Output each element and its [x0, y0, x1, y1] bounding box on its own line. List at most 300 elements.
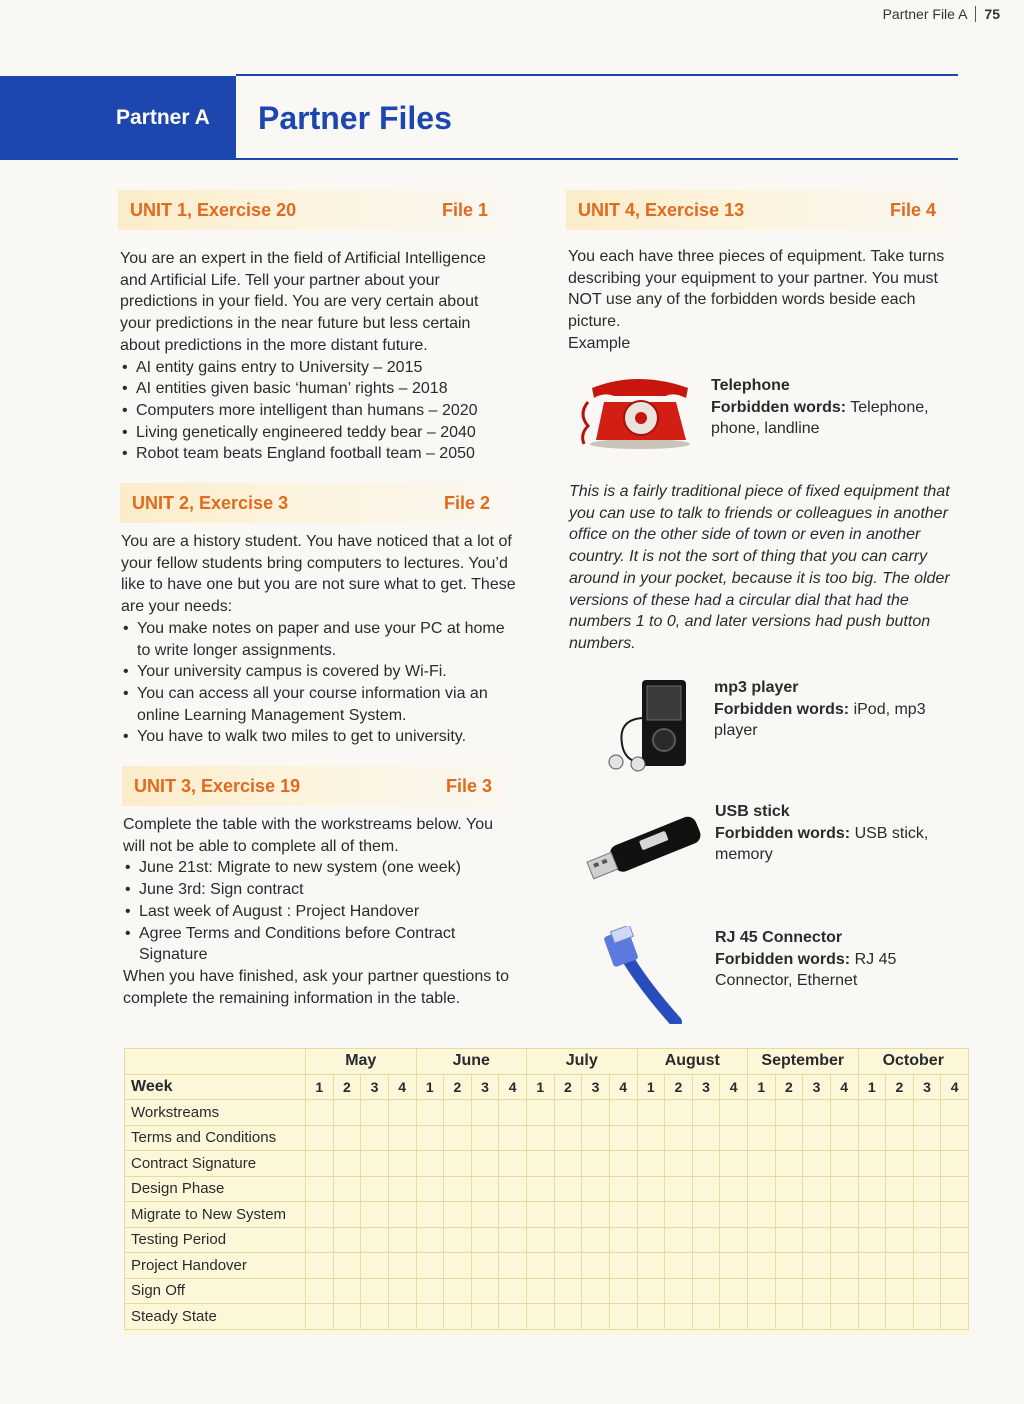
schedule-cell[interactable]: [499, 1304, 527, 1330]
schedule-cell[interactable]: [582, 1202, 610, 1228]
schedule-cell[interactable]: [499, 1151, 527, 1177]
schedule-cell[interactable]: [941, 1151, 969, 1177]
schedule-cell[interactable]: [471, 1100, 499, 1126]
schedule-cell[interactable]: [692, 1202, 720, 1228]
schedule-cell[interactable]: [333, 1100, 361, 1126]
list-item: • June 21st: Migrate to new system (one week): [123, 857, 519, 879]
schedule-cell[interactable]: [886, 1125, 914, 1151]
unit4-title: UNIT 4, Exercise 13: [578, 199, 745, 220]
table-row: [125, 1227, 969, 1253]
schedule-cell[interactable]: [913, 1253, 941, 1279]
schedule-cell[interactable]: [416, 1100, 444, 1126]
schedule-cell[interactable]: [830, 1100, 858, 1126]
schedule-cell[interactable]: [306, 1100, 334, 1126]
list-item: • Computers more intelligent than humans – 2020: [120, 400, 512, 422]
schedule-cell[interactable]: [416, 1151, 444, 1177]
schedule-cell[interactable]: [609, 1278, 637, 1304]
schedule-cell[interactable]: [637, 1304, 665, 1330]
list-item: • Agree Terms and Conditions before Contract Signature: [123, 923, 519, 966]
week-number: 4: [941, 1074, 969, 1100]
schedule-cell[interactable]: [499, 1100, 527, 1126]
schedule-cell[interactable]: [858, 1227, 886, 1253]
banner-top-rule: [236, 74, 958, 76]
unit2-title: UNIT 2, Exercise 3: [132, 492, 289, 513]
schedule-cell[interactable]: [306, 1278, 334, 1304]
schedule-cell[interactable]: [388, 1202, 416, 1228]
schedule-cell[interactable]: [471, 1202, 499, 1228]
schedule-cell[interactable]: [665, 1125, 693, 1151]
forbidden-words: iPod, mp3 player: [714, 700, 926, 739]
forbidden-label: Forbidden words:: [715, 950, 851, 968]
schedule-cell[interactable]: [830, 1253, 858, 1279]
schedule-cell[interactable]: [913, 1176, 941, 1202]
schedule-cell[interactable]: [306, 1176, 334, 1202]
schedule-cell[interactable]: [886, 1202, 914, 1228]
schedule-cell[interactable]: [637, 1125, 665, 1151]
schedule-cell[interactable]: [803, 1202, 831, 1228]
schedule-cell[interactable]: [692, 1100, 720, 1126]
month-header: September: [748, 1049, 859, 1075]
table-row: [125, 1100, 969, 1126]
equipment-name: RJ 45 Connector: [715, 929, 843, 946]
telephone-description: [569, 481, 964, 655]
schedule-cell[interactable]: [748, 1100, 776, 1126]
schedule-cell[interactable]: [416, 1125, 444, 1151]
schedule-cell[interactable]: [720, 1278, 748, 1304]
unit1-intro: You are an expert in the field of Artificial Intelligence and Artificial Life. Tell your partner about your predictions in your field. You are very certain about your predictions in the near future but less certain about predictions in the more distant future.: [120, 250, 486, 354]
schedule-cell[interactable]: [416, 1253, 444, 1279]
schedule-cell[interactable]: [886, 1100, 914, 1126]
schedule-cell[interactable]: [444, 1202, 472, 1228]
schedule-cell[interactable]: [416, 1202, 444, 1228]
schedule-cell[interactable]: [388, 1304, 416, 1330]
schedule-cell[interactable]: [637, 1176, 665, 1202]
schedule-cell[interactable]: [692, 1304, 720, 1330]
schedule-cell[interactable]: [886, 1227, 914, 1253]
schedule-cell[interactable]: [665, 1202, 693, 1228]
list-item: • Last week of August : Project Handover: [123, 901, 519, 923]
schedule-cell[interactable]: [333, 1125, 361, 1151]
schedule-cell[interactable]: [775, 1125, 803, 1151]
schedule-cell[interactable]: [554, 1253, 582, 1279]
unit2-intro: You are a history student. You have noticed that a lot of your fellow students bring computers to lectures. You’d like to have one but you are not sure what to get. These are your needs:: [121, 533, 516, 616]
schedule-cell[interactable]: [748, 1125, 776, 1151]
table-row: [125, 1202, 969, 1228]
schedule-cell[interactable]: [803, 1278, 831, 1304]
schedule-cell[interactable]: [858, 1202, 886, 1228]
schedule-cell[interactable]: [554, 1304, 582, 1330]
schedule-cell[interactable]: [692, 1227, 720, 1253]
week-number: 2: [444, 1074, 472, 1100]
schedule-cell[interactable]: [527, 1227, 555, 1253]
schedule-cell[interactable]: [637, 1100, 665, 1126]
banner-bottom-rule: [236, 158, 958, 160]
schedule-cell[interactable]: [361, 1253, 389, 1279]
schedule-cell[interactable]: [306, 1202, 334, 1228]
schedule-cell[interactable]: [444, 1100, 472, 1126]
schedule-cell[interactable]: [637, 1202, 665, 1228]
schedule-cell[interactable]: [913, 1125, 941, 1151]
usb-text: [715, 801, 965, 866]
week-number: 1: [306, 1074, 334, 1100]
week-label: Week: [125, 1074, 306, 1100]
schedule-cell[interactable]: [444, 1176, 472, 1202]
list-item: • Living genetically engineered teddy bear – 2040: [120, 422, 512, 444]
schedule-cell[interactable]: [444, 1304, 472, 1330]
schedule-cell[interactable]: [471, 1253, 499, 1279]
schedule-cell[interactable]: [471, 1227, 499, 1253]
schedule-cell[interactable]: [361, 1125, 389, 1151]
schedule-cell[interactable]: [858, 1176, 886, 1202]
schedule-cell[interactable]: [858, 1278, 886, 1304]
week-number: 1: [527, 1074, 555, 1100]
equipment-name: mp3 player: [714, 679, 799, 696]
week-number: 4: [830, 1074, 858, 1100]
schedule-cell[interactable]: [609, 1304, 637, 1330]
schedule-cell[interactable]: [416, 1278, 444, 1304]
schedule-cell[interactable]: [471, 1176, 499, 1202]
schedule-cell[interactable]: [333, 1227, 361, 1253]
schedule-cell[interactable]: [306, 1151, 334, 1177]
schedule-cell[interactable]: [444, 1151, 472, 1177]
list-item: • Your university campus is covered by Wi-Fi.: [121, 661, 517, 683]
list-item: • You have to walk two miles to get to university.: [121, 726, 517, 748]
schedule-cell[interactable]: [444, 1253, 472, 1279]
table-row: [125, 1253, 969, 1279]
schedule-cell[interactable]: [582, 1125, 610, 1151]
schedule-cell[interactable]: [499, 1278, 527, 1304]
running-head-label: Partner File A: [882, 6, 968, 22]
schedule-cell[interactable]: [692, 1125, 720, 1151]
schedule-cell[interactable]: [858, 1304, 886, 1330]
schedule-cell[interactable]: [941, 1227, 969, 1253]
schedule-cell[interactable]: [637, 1278, 665, 1304]
schedule-cell[interactable]: [720, 1125, 748, 1151]
mp3-player-image: [604, 678, 694, 772]
schedule-cell[interactable]: [913, 1202, 941, 1228]
schedule-cell[interactable]: [554, 1227, 582, 1253]
schedule-cell[interactable]: [361, 1151, 389, 1177]
schedule-cell[interactable]: [720, 1253, 748, 1279]
schedule-cell[interactable]: [554, 1125, 582, 1151]
unit2-file: File 2: [443, 492, 490, 513]
schedule-cell[interactable]: [692, 1278, 720, 1304]
schedule-cell[interactable]: [388, 1176, 416, 1202]
unit1-file: File 1: [441, 199, 488, 220]
list-item: • You make notes on paper and use your PC at home to write longer assignments.: [121, 618, 517, 661]
schedule-cell[interactable]: [582, 1278, 610, 1304]
equipment-name: Telephone: [711, 377, 790, 394]
week-number: 1: [748, 1074, 776, 1100]
schedule-cell[interactable]: [830, 1278, 858, 1304]
unit3-body: [123, 814, 519, 1009]
list-item: • Robot team beats England football team – 2050: [120, 443, 512, 465]
week-number: 3: [913, 1074, 941, 1100]
schedule-cell[interactable]: [527, 1278, 555, 1304]
partner-tab: Partner A: [0, 76, 236, 160]
list-item: • AI entities given basic ‘human’ rights – 2018: [120, 378, 512, 400]
schedule-cell[interactable]: [913, 1227, 941, 1253]
schedule-cell[interactable]: [637, 1253, 665, 1279]
schedule-cell[interactable]: [388, 1151, 416, 1177]
schedule-cell[interactable]: [333, 1253, 361, 1279]
schedule-cell[interactable]: [416, 1176, 444, 1202]
schedule-cell[interactable]: [554, 1100, 582, 1126]
schedule-cell[interactable]: [527, 1125, 555, 1151]
schedule-cell[interactable]: [609, 1125, 637, 1151]
schedule-cell[interactable]: [471, 1278, 499, 1304]
schedule-cell[interactable]: [554, 1176, 582, 1202]
schedule-cell[interactable]: [388, 1227, 416, 1253]
unit3-outro: When you have finished, ask your partner questions to complete the remaining information in the table.: [123, 967, 509, 1007]
schedule-cell[interactable]: [720, 1176, 748, 1202]
week-number: 3: [582, 1074, 610, 1100]
schedule-cell[interactable]: [665, 1151, 693, 1177]
schedule-cell[interactable]: [803, 1151, 831, 1177]
schedule-cell[interactable]: [913, 1304, 941, 1330]
schedule-cell[interactable]: [775, 1304, 803, 1330]
schedule-cell[interactable]: [527, 1304, 555, 1330]
schedule-cell[interactable]: [748, 1176, 776, 1202]
schedule-cell[interactable]: [333, 1176, 361, 1202]
schedule-cell[interactable]: [720, 1100, 748, 1126]
schedule-cell[interactable]: [858, 1253, 886, 1279]
week-number: 2: [886, 1074, 914, 1100]
schedule-cell[interactable]: [333, 1202, 361, 1228]
schedule-cell[interactable]: [499, 1176, 527, 1202]
schedule-cell[interactable]: [858, 1151, 886, 1177]
schedule-cell[interactable]: [665, 1176, 693, 1202]
telephone-text: [711, 375, 961, 440]
schedule-cell[interactable]: [499, 1202, 527, 1228]
schedule-cell[interactable]: [775, 1202, 803, 1228]
unit1-header: [118, 190, 500, 230]
schedule-cell[interactable]: [720, 1202, 748, 1228]
schedule-cell[interactable]: [803, 1304, 831, 1330]
schedule-cell[interactable]: [941, 1304, 969, 1330]
description-text: This is a fairly traditional piece of fixed equipment that you can use to talk to friends or colleagues in another office on the other side of town or even in another country. It is not the sort of thing that you can carry around in your pocket, because it is too big. The older versions of these had a circular dial that had the numbers 1 to 0, and later versions had push button numbers.: [569, 483, 950, 652]
schedule-cell[interactable]: [665, 1100, 693, 1126]
table-row: [125, 1304, 969, 1330]
week-number: 4: [609, 1074, 637, 1100]
schedule-cell[interactable]: [361, 1304, 389, 1330]
week-number: 4: [499, 1074, 527, 1100]
schedule-cell[interactable]: [913, 1278, 941, 1304]
schedule-cell[interactable]: [720, 1304, 748, 1330]
schedule-cell[interactable]: [444, 1125, 472, 1151]
schedule-cell[interactable]: [941, 1253, 969, 1279]
schedule-cell[interactable]: [361, 1278, 389, 1304]
schedule-cell[interactable]: [527, 1202, 555, 1228]
schedule-cell[interactable]: [941, 1278, 969, 1304]
month-header: June: [416, 1049, 527, 1075]
list-item: • You can access all your course information via an online Learning Management System.: [121, 683, 517, 726]
list-item: • June 3rd: Sign contract: [123, 879, 519, 901]
schedule-cell[interactable]: [692, 1253, 720, 1279]
table-row: [125, 1176, 969, 1202]
schedule-cell[interactable]: [333, 1278, 361, 1304]
schedule-cell[interactable]: [748, 1253, 776, 1279]
schedule-cell[interactable]: [830, 1125, 858, 1151]
schedule-cell[interactable]: [333, 1304, 361, 1330]
schedule-cell[interactable]: [720, 1227, 748, 1253]
schedule-cell[interactable]: [858, 1100, 886, 1126]
schedule-cell[interactable]: [830, 1202, 858, 1228]
schedule-cell[interactable]: [499, 1253, 527, 1279]
rj45-text: [715, 927, 965, 992]
schedule-cell[interactable]: [748, 1202, 776, 1228]
week-number: 1: [416, 1074, 444, 1100]
schedule-cell[interactable]: [858, 1125, 886, 1151]
week-number: 4: [720, 1074, 748, 1100]
schedule-cell[interactable]: [444, 1278, 472, 1304]
schedule-cell[interactable]: [306, 1304, 334, 1330]
schedule-cell[interactable]: [886, 1253, 914, 1279]
schedule-cell[interactable]: [609, 1100, 637, 1126]
workstream-label: Contract Signature: [125, 1151, 306, 1177]
unit1-body: [120, 248, 512, 465]
schedule-cell[interactable]: [637, 1227, 665, 1253]
schedule-cell[interactable]: [720, 1151, 748, 1177]
schedule-cell[interactable]: [582, 1227, 610, 1253]
schedule-cell[interactable]: [554, 1202, 582, 1228]
schedule-cell[interactable]: [637, 1151, 665, 1177]
schedule-cell[interactable]: [886, 1176, 914, 1202]
schedule-cell[interactable]: [444, 1227, 472, 1253]
running-head: [883, 6, 1000, 22]
schedule-cell[interactable]: [582, 1176, 610, 1202]
schedule-cell[interactable]: [830, 1304, 858, 1330]
table-row: [125, 1151, 969, 1177]
schedule-cell[interactable]: [416, 1304, 444, 1330]
table-corner: [125, 1049, 306, 1075]
schedule-cell[interactable]: [775, 1227, 803, 1253]
schedule-cell[interactable]: [830, 1227, 858, 1253]
schedule-cell[interactable]: [361, 1227, 389, 1253]
schedule-cell[interactable]: [582, 1253, 610, 1279]
schedule-cell[interactable]: [886, 1278, 914, 1304]
schedule-cell[interactable]: [803, 1176, 831, 1202]
unit4-file: File 4: [889, 199, 936, 220]
mp3-text: [714, 677, 964, 742]
schedule-cell[interactable]: [748, 1227, 776, 1253]
list-item: • AI entity gains entry to University – 2015: [120, 357, 512, 379]
schedule-cell[interactable]: [306, 1125, 334, 1151]
schedule-cell[interactable]: [306, 1253, 334, 1279]
schedule-cell[interactable]: [830, 1176, 858, 1202]
schedule-cell[interactable]: [554, 1151, 582, 1177]
month-header: August: [637, 1049, 748, 1075]
schedule-cell[interactable]: [775, 1176, 803, 1202]
schedule-cell[interactable]: [582, 1100, 610, 1126]
forbidden-label: Forbidden words:: [711, 398, 847, 416]
schedule-cell[interactable]: [748, 1278, 776, 1304]
schedule-cell[interactable]: [582, 1304, 610, 1330]
schedule-cell[interactable]: [803, 1227, 831, 1253]
schedule-cell[interactable]: [554, 1278, 582, 1304]
schedule-cell[interactable]: [416, 1227, 444, 1253]
schedule-cell[interactable]: [665, 1278, 693, 1304]
schedule-cell[interactable]: [748, 1151, 776, 1177]
schedule-cell[interactable]: [388, 1125, 416, 1151]
workstream-label: Testing Period: [125, 1227, 306, 1253]
schedule-cell[interactable]: [886, 1304, 914, 1330]
schedule-cell[interactable]: [775, 1278, 803, 1304]
schedule-cell[interactable]: [748, 1304, 776, 1330]
month-header: May: [306, 1049, 417, 1075]
schedule-cell[interactable]: [803, 1125, 831, 1151]
schedule-cell[interactable]: [692, 1176, 720, 1202]
schedule-cell[interactable]: [471, 1125, 499, 1151]
schedule-cell[interactable]: [361, 1176, 389, 1202]
schedule-cell[interactable]: [775, 1100, 803, 1126]
schedule-cell[interactable]: [609, 1151, 637, 1177]
schedule-cell[interactable]: [582, 1151, 610, 1177]
schedule-cell[interactable]: [665, 1227, 693, 1253]
schedule-cell[interactable]: [306, 1227, 334, 1253]
schedule-cell[interactable]: [941, 1202, 969, 1228]
planning-table: [124, 1048, 969, 1335]
usb-stick-image: [580, 808, 712, 882]
schedule-cell[interactable]: [775, 1151, 803, 1177]
unit1-list: [120, 357, 512, 466]
schedule-cell[interactable]: [527, 1176, 555, 1202]
schedule-cell[interactable]: [609, 1253, 637, 1279]
schedule-cell[interactable]: [941, 1176, 969, 1202]
schedule-cell[interactable]: [527, 1151, 555, 1177]
unit4-body: [568, 246, 960, 355]
week-number: 2: [554, 1074, 582, 1100]
schedule-cell[interactable]: [609, 1227, 637, 1253]
week-number: 2: [665, 1074, 693, 1100]
schedule-cell[interactable]: [941, 1100, 969, 1126]
schedule-cell[interactable]: [361, 1100, 389, 1126]
schedule-cell[interactable]: [913, 1151, 941, 1177]
week-number: 1: [858, 1074, 886, 1100]
schedule-cell[interactable]: [471, 1304, 499, 1330]
schedule-cell[interactable]: [665, 1253, 693, 1279]
schedule-cell[interactable]: [803, 1100, 831, 1126]
unit2-body: [121, 531, 517, 748]
schedule-cell[interactable]: [830, 1151, 858, 1177]
schedule-cell[interactable]: [361, 1202, 389, 1228]
schedule-cell[interactable]: [388, 1100, 416, 1126]
schedule-cell[interactable]: [499, 1125, 527, 1151]
week-number: 1: [637, 1074, 665, 1100]
schedule-cell[interactable]: [388, 1278, 416, 1304]
schedule-cell[interactable]: [499, 1227, 527, 1253]
workstream-label: Terms and Conditions: [125, 1125, 306, 1151]
schedule-cell[interactable]: [775, 1253, 803, 1279]
schedule-cell[interactable]: [609, 1202, 637, 1228]
schedule-cell[interactable]: [886, 1151, 914, 1177]
schedule-cell[interactable]: [692, 1151, 720, 1177]
unit2-list: [121, 618, 517, 748]
schedule-cell[interactable]: [913, 1100, 941, 1126]
table-row: [125, 1278, 969, 1304]
telephone-image: [574, 374, 700, 450]
page-number: 75: [984, 6, 1000, 22]
schedule-cell[interactable]: [333, 1151, 361, 1177]
schedule-cell[interactable]: [803, 1253, 831, 1279]
schedule-cell[interactable]: [665, 1304, 693, 1330]
schedule-cell[interactable]: [471, 1151, 499, 1177]
schedule-cell[interactable]: [527, 1100, 555, 1126]
schedule-cell[interactable]: [527, 1253, 555, 1279]
schedule-cell[interactable]: [388, 1253, 416, 1279]
schedule-cell[interactable]: [941, 1125, 969, 1151]
schedule-cell[interactable]: [609, 1176, 637, 1202]
